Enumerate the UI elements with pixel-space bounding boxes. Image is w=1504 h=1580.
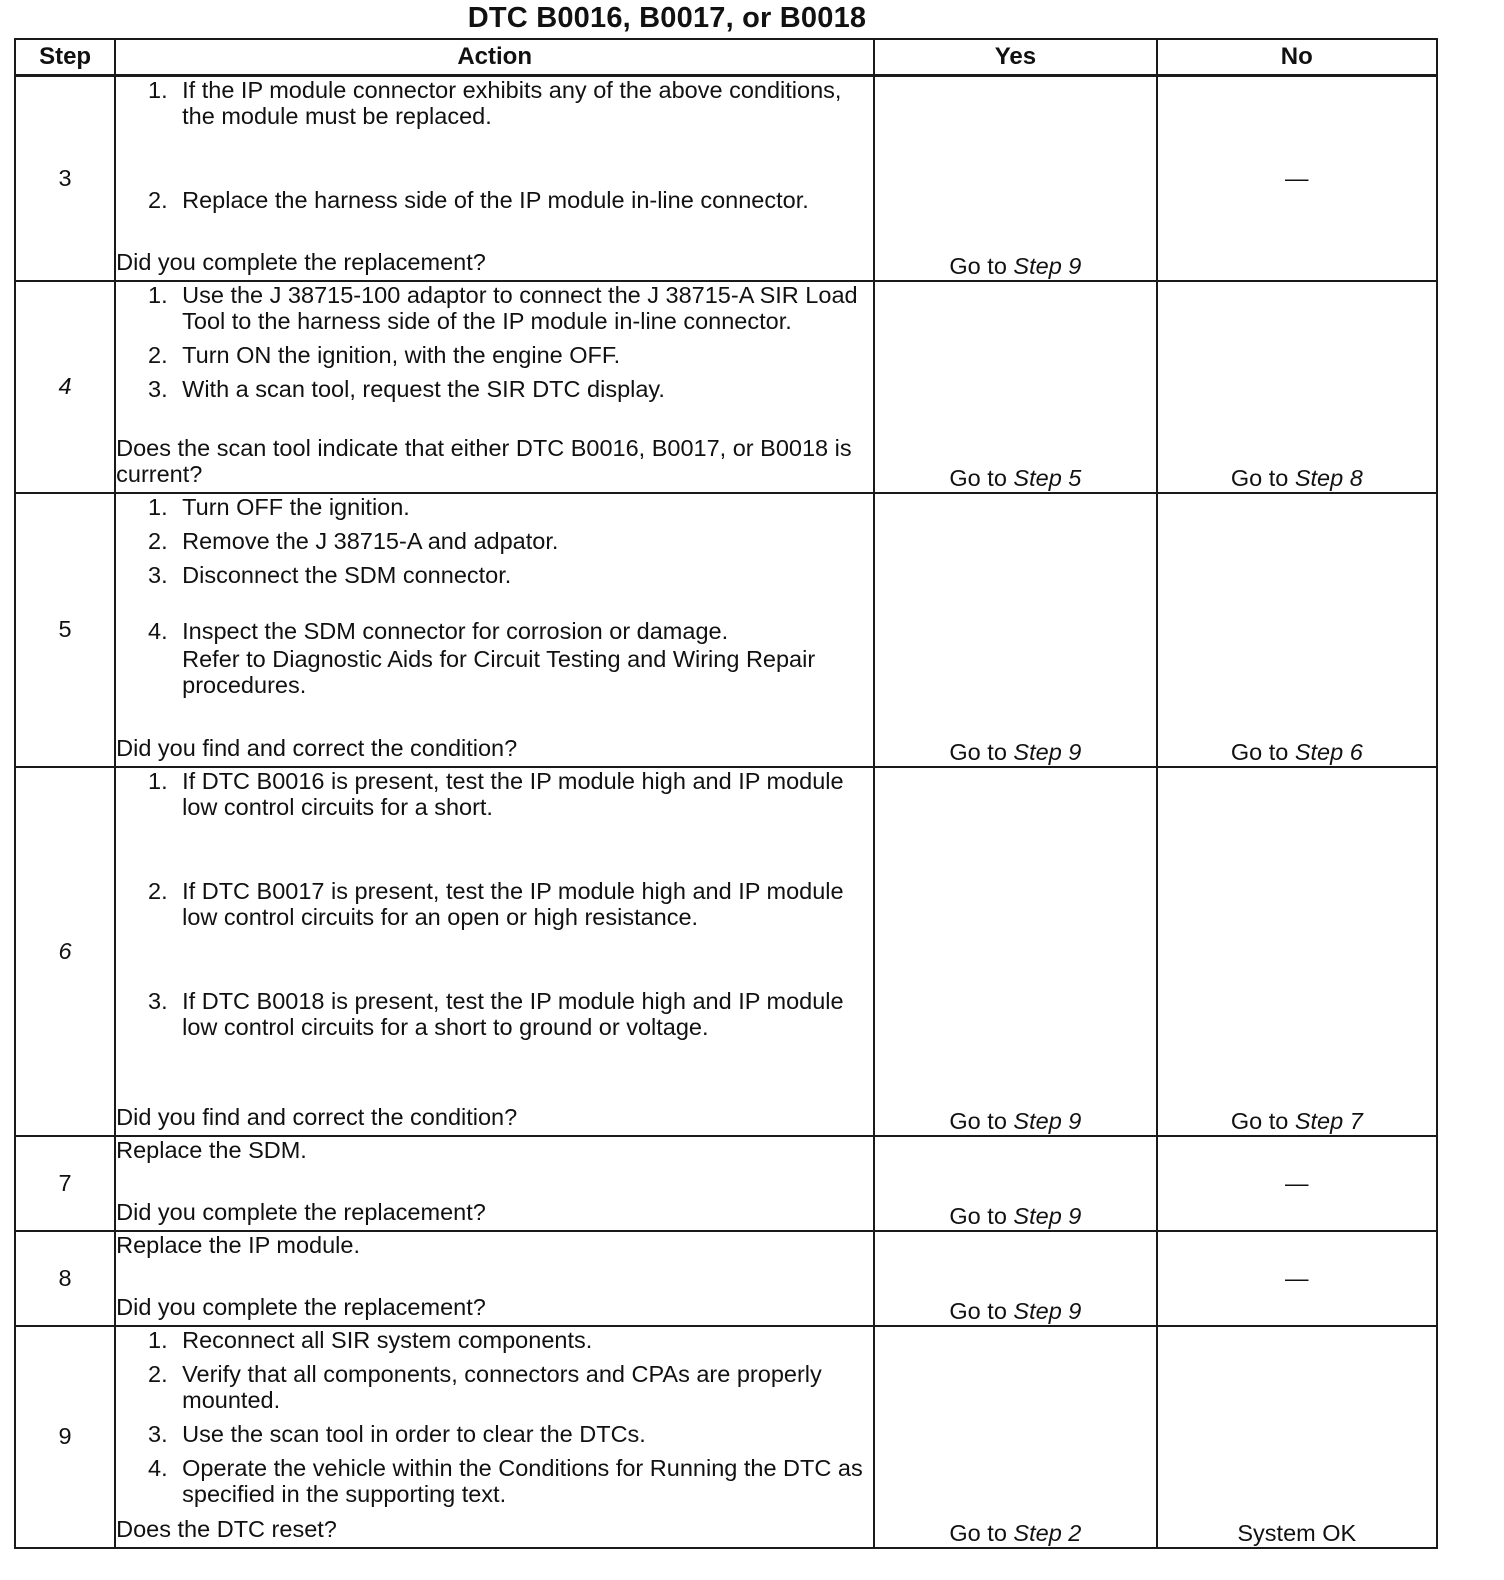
no-value: —: [1285, 1169, 1309, 1196]
action-cell: [115, 76, 874, 281]
no-cell: [1157, 767, 1437, 1136]
action-cell: [115, 1231, 874, 1326]
action-list: [116, 77, 873, 221]
list-item: 2. If DTC B0017 is present, test the IP module high and IP module low control circuits for an open or high resistance.: [174, 878, 873, 930]
yes-cell: [874, 1231, 1156, 1326]
yes-cell: [874, 493, 1156, 767]
list-item: 1. Reconnect all SIR system components.: [174, 1327, 873, 1353]
list-item: [174, 618, 873, 698]
header-step: Step: [15, 39, 115, 76]
step-ref: Step 9: [1013, 252, 1082, 279]
action-text: Replace the SDM.: [116, 1136, 307, 1163]
no-cell: [1157, 76, 1437, 281]
action-cell: [115, 1326, 874, 1548]
no-cell: [1157, 281, 1437, 493]
go-to-label: Go to: [949, 1107, 1007, 1134]
step-ref: Step 8: [1294, 464, 1363, 491]
step-number: 6: [15, 767, 115, 1136]
action-cell: [115, 493, 874, 767]
question-text: Does the DTC reset?: [116, 1515, 337, 1542]
table-row: [15, 1231, 1437, 1326]
question-text: Did you find and correct the condition?: [116, 734, 518, 761]
table-row: [15, 281, 1437, 493]
step-ref: Step 5: [1013, 464, 1082, 491]
question-text: Does the scan tool indicate that either DTC B0016, B0017, or B0018 is current?: [116, 434, 852, 487]
list-item: 3. Disconnect the SDM connector.: [174, 562, 873, 588]
step-ref: Step 6: [1294, 738, 1363, 765]
action-text: Replace the IP module.: [116, 1231, 360, 1258]
list-item: 2. Verify that all components, connectors and CPAs are properly mounted.: [174, 1361, 873, 1413]
page-title: DTC B0016, B0017, or B0018: [467, 2, 867, 34]
question-text: Did you complete the replacement?: [116, 1198, 486, 1225]
question-text: Did you complete the replacement?: [116, 249, 486, 275]
list-item: 3. If DTC B0018 is present, test the IP module high and IP module low control circuits for a short to ground or voltage.: [174, 988, 873, 1040]
go-to-label: Go to: [1230, 464, 1289, 491]
step-ref: Step 2: [1013, 1519, 1082, 1546]
list-item: 3. Use the scan tool in order to clear the DTCs.: [174, 1421, 873, 1447]
go-to-label: Go to: [949, 1202, 1007, 1229]
action-list: [116, 1327, 873, 1507]
no-value: System OK: [1237, 1519, 1357, 1546]
no-cell: [1157, 1136, 1437, 1231]
header-no: No: [1157, 39, 1437, 76]
action-cell: [115, 767, 874, 1136]
no-value: —: [1285, 1264, 1309, 1291]
no-cell: [1157, 1326, 1437, 1548]
action-list: [116, 768, 873, 1048]
yes-cell: [874, 767, 1156, 1136]
header-yes: Yes: [874, 39, 1156, 76]
list-item: 4. Operate the vehicle within the Conditions for Running the DTC as specified in the supporting text.: [174, 1455, 873, 1507]
table-row: [15, 76, 1437, 281]
go-to-label: Go to: [949, 1297, 1007, 1324]
list-item: 2. Replace the harness side of the IP module in-line connector.: [174, 187, 873, 213]
action-list: [116, 494, 873, 706]
table-header-row: [15, 39, 1437, 76]
go-to-label: Go to: [949, 464, 1007, 491]
step-ref: Step 9: [1013, 1297, 1082, 1324]
yes-cell: [874, 1136, 1156, 1231]
step-ref: Step 7: [1294, 1107, 1363, 1134]
go-to-label: Go to: [949, 738, 1007, 765]
diagnostic-table: [14, 38, 1438, 1549]
list-item: 1. Use the J 38715-100 adaptor to connect the J 38715-A SIR Load Tool to the harness side of the IP module in-line connector.: [174, 282, 873, 334]
action-cell: [115, 1136, 874, 1231]
action-cell: [115, 281, 874, 493]
header-action: Action: [115, 39, 874, 76]
step-ref: Step 9: [1013, 738, 1082, 765]
list-item-text: Inspect the SDM connector for corrosion or damage.: [182, 617, 729, 644]
go-to-label: Go to: [1230, 738, 1289, 765]
no-value: —: [1285, 164, 1309, 191]
step-number: 7: [15, 1136, 115, 1231]
question-text: Did you complete the replacement?: [116, 1293, 486, 1320]
table-row: [15, 1326, 1437, 1548]
no-cell: [1157, 1231, 1437, 1326]
list-item: 2. Remove the J 38715-A and adpator.: [174, 528, 873, 554]
yes-cell: [874, 1326, 1156, 1548]
step-number: 3: [15, 76, 115, 281]
list-item: 3. With a scan tool, request the SIR DTC display.: [174, 376, 873, 402]
question-text: Did you find and correct the condition?: [116, 1103, 518, 1130]
yes-cell: [874, 281, 1156, 493]
table-row: [15, 767, 1437, 1136]
step-ref: Step 9: [1013, 1202, 1082, 1229]
reference-note: Refer to Diagnostic Aids for Circuit Testing and Wiring Repair procedures.: [182, 645, 816, 698]
list-item: 1. If DTC B0016 is present, test the IP module high and IP module low control circuits for a short.: [174, 768, 873, 820]
yes-cell: [874, 76, 1156, 281]
step-ref: Step 9: [1013, 1107, 1082, 1134]
step-number: 4: [15, 281, 115, 493]
list-item: 2. Turn ON the ignition, with the engine OFF.: [174, 342, 873, 368]
table-row: [15, 1136, 1437, 1231]
step-number: 5: [15, 493, 115, 767]
go-to-label: Go to: [1230, 1107, 1289, 1134]
list-item: 1. Turn OFF the ignition.: [174, 494, 873, 520]
go-to-label: Go to: [949, 1519, 1007, 1546]
go-to-label: Go to: [949, 252, 1007, 279]
step-number: 9: [15, 1326, 115, 1548]
list-item: 1. If the IP module connector exhibits any of the above conditions, the module must be replaced.: [174, 77, 873, 129]
no-cell: [1157, 493, 1437, 767]
step-number: 8: [15, 1231, 115, 1326]
table-row: [15, 493, 1437, 767]
action-list: [116, 282, 873, 410]
